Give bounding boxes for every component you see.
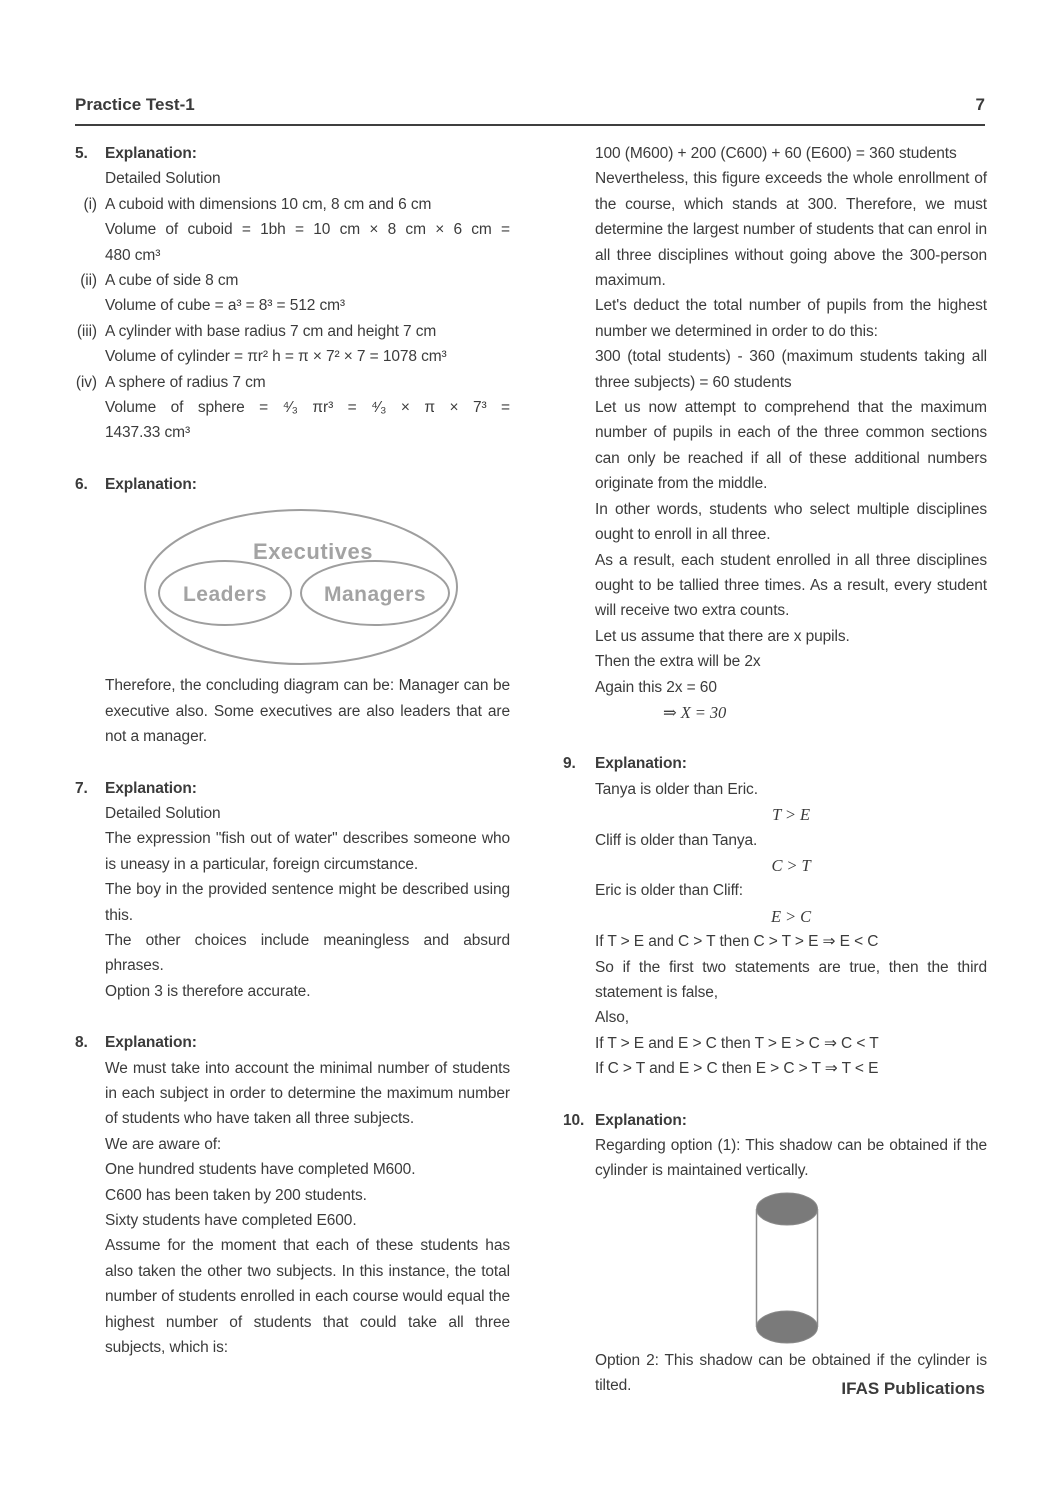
cylinder-illustration: [755, 1192, 819, 1344]
item-heading: Explanation:: [105, 475, 197, 493]
paragraph: Again this 2x = 60: [595, 678, 717, 696]
solution-item-7: [75, 776, 510, 1005]
part-label: (ii): [80, 272, 97, 290]
cylinder-bottom-face: [757, 1311, 818, 1343]
formula-result: 1437.33 cm³: [105, 424, 191, 442]
paragraph: Tanya is older than Eric.: [595, 780, 758, 798]
paragraph: Let us assume that there are x pupils.: [595, 627, 850, 645]
page-title: Practice Test-1: [75, 95, 195, 114]
part-label: (iii): [76, 322, 97, 340]
item-number: 9.: [563, 755, 576, 773]
venn-right-label: Managers: [323, 583, 427, 607]
left-column: [75, 141, 510, 1399]
paragraph: Then the extra will be 2x: [595, 653, 761, 671]
paragraph: One hundred students have completed M600.: [105, 1161, 416, 1179]
paragraph: Detailed Solution: [105, 170, 221, 188]
equation-line: T > E: [772, 805, 810, 825]
paragraph: Option 2: This shadow can be obtained if the cylinder is tilted.: [595, 1351, 987, 1395]
item-body: [105, 472, 510, 750]
paragraph: A cuboid with dimensions 10 cm, 8 cm and 6 cm: [105, 195, 432, 213]
item-body: [595, 141, 987, 725]
paragraph: Sixty students have completed E600.: [105, 1212, 357, 1229]
sub-part-i: [83, 192, 510, 268]
item-number: 7.: [75, 779, 88, 797]
item-number: 10.: [563, 1111, 585, 1129]
item-body: [595, 1108, 987, 1399]
part-label: (iv): [75, 373, 97, 391]
paragraph: Let's deduct the total number of pupils from the highest number we determined in order to do this:: [595, 297, 987, 340]
sub-part-iv: [75, 370, 510, 446]
item-body: [105, 1030, 510, 1360]
item-number: 6.: [75, 475, 88, 493]
page-number: 7: [975, 95, 985, 114]
paragraph: Regarding option (1): This shadow can be obtained if the cylinder is maintained vertically.: [595, 1137, 987, 1180]
paragraph: C600 has been taken by 200 students.: [105, 1186, 367, 1204]
paragraph: If T > E and E > C then T > E > C ⇒ C < T: [595, 1034, 879, 1052]
paragraph: 100 (M600) + 200 (C600) + 60 (E600) = 360 students: [595, 145, 957, 162]
paragraph: The boy in the provided sentence might be described using this.: [105, 881, 510, 924]
paragraph: We must take into account the minimal number of students in each subject in order to determine the maximum number of students who have taken all three subjects.: [105, 1059, 510, 1128]
paragraph: Assume for the moment that each of these students has also taken the other two subjects. In this instance, the total number of students enrolled in each course would equal the highest number of students that could take all three subjects, which is:: [105, 1237, 510, 1357]
item-heading: Explanation:: [595, 755, 687, 773]
item-heading: Explanation:: [105, 145, 197, 162]
venn-left-label: Leaders: [182, 583, 268, 607]
paragraph: So if the first two statements are true, then the third statement is false,: [595, 958, 987, 1001]
part-label: (i): [83, 195, 97, 213]
solution-item-8: [75, 1030, 510, 1360]
page-header: [75, 92, 985, 126]
paragraph: The expression "fish out of water" describes someone who is uneasy in a particular, foreign circumstance.: [105, 830, 510, 873]
paragraph: We are aware of:: [105, 1135, 222, 1153]
formula-line: Volume of sphere = ⁴⁄₃ πr³ = ⁴⁄₃ × π × 7³ =: [105, 399, 510, 417]
solution-item-6: [75, 472, 510, 750]
publisher-footer: IFAS Publications: [841, 1379, 985, 1398]
paragraph: Cliff is older than Tanya.: [595, 831, 758, 849]
paragraph: Let us now attempt to comprehend that the maximum number of pupils in each of the three common sections can only be reached if all of these additional numbers originate from the middle.: [595, 399, 987, 493]
solution-item-10: [563, 1108, 987, 1399]
solution-item-9: [563, 751, 987, 1081]
item-body: [105, 776, 510, 1005]
equation-line: C > T: [771, 855, 811, 875]
formula-line: Volume of cuboid = 1bh = 10 cm × 8 cm × 6 cm =: [105, 221, 510, 239]
paragraph: If T > E and C > T then C > T > E ⇒ E < C: [595, 933, 879, 951]
item-heading: Explanation:: [105, 779, 197, 797]
paragraph: Therefore, the concluding diagram can be: Manager can be executive also. Some executives are also leaders that are not a manager.: [105, 677, 510, 746]
paragraph: Option 3 is therefore accurate.: [105, 982, 311, 1000]
paragraph: In other words, students who select multiple disciplines ought to enroll in all three.: [595, 500, 987, 544]
sub-part-ii: [80, 268, 510, 319]
paragraph: Eric is older than Cliff:: [595, 882, 743, 900]
formula-line: Volume of cylinder = πr² h = π × 7² × 7 = 1078 cm³: [105, 348, 447, 366]
gutter-spacer: [563, 141, 595, 725]
paragraph: Also,: [595, 1009, 629, 1027]
paragraph: The other choices include meaningless and absurd phrases.: [105, 931, 510, 975]
solution-item-5: [75, 141, 510, 446]
item-body: [75, 141, 510, 446]
paragraph: A cylinder with base radius 7 cm and height 7 cm: [105, 322, 437, 340]
right-column: [563, 141, 987, 1399]
formula-result: 480 cm³: [105, 246, 161, 264]
paragraph: 300 (total students) - 360 (maximum students taking all three subjects) = 60 students: [595, 348, 987, 391]
equation-line: E > C: [771, 906, 811, 926]
item-body: [595, 751, 987, 1081]
paragraph: As a result, each student enrolled in all three disciplines ought to be tallied three times. As a result, every student will receive two extra counts.: [595, 551, 987, 620]
equation-line: ⇒ X = 30: [663, 702, 727, 722]
item-number: 5.: [75, 145, 88, 162]
formula-line: Volume of cube = a³ = 8³ = 512 cm³: [105, 297, 345, 315]
paragraph: A cube of side 8 cm: [105, 272, 239, 290]
venn-diagram: [141, 507, 461, 669]
cylinder-top-face: [757, 1193, 818, 1225]
solution-item-8-continued: [563, 141, 987, 725]
paragraph: Nevertheless, this figure exceeds the whole enrollment of the course, which stands at 300. Therefore, we must determine the largest number of students that can enrol in all three disciplines without going above the 300-person maximum.: [595, 170, 987, 290]
venn-outer-label: Executives: [253, 539, 373, 565]
item-heading: Explanation:: [105, 1034, 197, 1052]
item-heading: Explanation:: [595, 1111, 687, 1129]
cylinder-body: [757, 1209, 818, 1327]
paragraph: Detailed Solution: [105, 804, 221, 822]
paragraph: A sphere of radius 7 cm: [105, 373, 266, 391]
paragraph: If C > T and E > C then E > C > T ⇒ T < E: [595, 1060, 879, 1078]
content-columns: [75, 141, 987, 1399]
item-number: 8.: [75, 1034, 88, 1052]
sub-part-iii: [76, 319, 510, 370]
